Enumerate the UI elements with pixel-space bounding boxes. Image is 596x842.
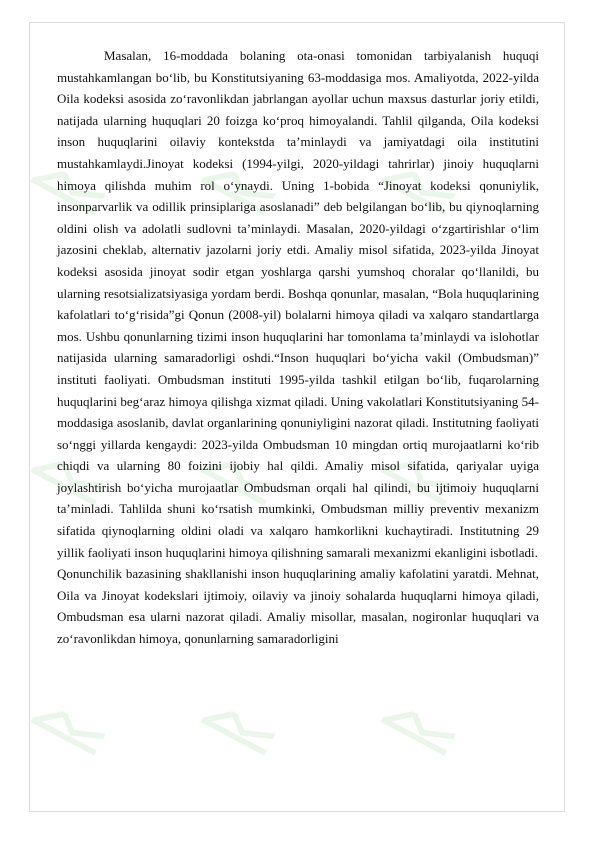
body-paragraph: Qonunchilik bazasining shakllanishi inson huquqlarining amaliy kafolatini yaratdi. Mehnat, Oila va Jinoyat kodekslari ijtimoiy, oilaviy va jinoiy sohalarda huquqlarni himoya qiladi, Ombudsman esa ularni nazorat qiladi. Amaliy misollar, masalan, nogironlar huquqlari va zo‘ravonlikdan himoya, qonunlarning samaradorligini (57, 566, 539, 647)
body-paragraph: Masalan, 16-moddada bolaning ota-onasi tomonidan tarbiyalanish huquqi mustahkamlangan bo‘lib, bu Konstitutsiyaning 63-moddasiga mos. Amaliyotda, 2022-yilda Oila kodeksi asosida zo‘ravonlikdan jabrlangan ayollar uchun maxsus dasturlar joriy etildi, natijada ularning huquqlari 20 foizga ko‘proq himoyalandi. Tahlil qilganda, Oila kodeksi inson huquqlarini oilaviy kontekstda ta’minlaydi va jamiyatdagi oila institutini mustahkamlaydi.Jinoyat kodeksi (1994-yilgi, 2020-yildagi tahrirlar) jinoiy huquqlarni himoya qilishda muhim rol o‘ynaydi. Uning 1-bobida “Jinoyat kodeksi qonuniylik, insonparvarlik va odillik prinsiplariga asoslanadi” deb belgilangan bo‘lib, bu qiynoqlarning oldini olish va adolatli sudlovni ta’minlaydi. Masalan, 2020-yildagi o‘zgartirishlar o‘lim jazosini cheklab, alternativ jazolarni joriy etdi. Amaliy misol sifatida, 2023-yilda Jinoyat kodeksi asosida jinoyat sodir etgan yoshlarga qarshi yumshoq choralar qo‘llanildi, bu ularning resotsializatsiyasiga yordam berdi. Boshqa qonunlar, masalan, “Bola huquqlarining kafolatlari to‘g‘risida”gi Qonun (2008-yil) bolalarni himoya qiladi va xalqaro standartlarga mos. Ushbu qonunlarning tizimi inson huquqlarini har tomonlama ta’minlaydi va islohotlar natijasida ularning samaradorligi oshdi.“Inson huquqlari bo‘yicha vakil (Ombudsman)” instituti faoliyati. Ombudsman instituti 1995-yilda tashkil etilgan bo‘lib, fuqarolarning huquqlarini beg‘araz himoya qilishga xizmat qiladi. Uning vakolatlari Konstitutsiyaning 54-moddasiga asoslanib, davlat organlarining qonuniyligini nazorat qiladi. Institutning faoliyati so‘nggi yillarda kengaydi: 2023-yilda Ombudsman 10 mingdan ortiq murojaatlarni ko‘rib chiqdi va ularning 80 foizini ijobiy hal qildi. Amaliy misol sifatida, qariyalar uyiga joylashtirish bo‘yicha murojaatlar Ombudsman orqali hal qilindi, bu ijtimoiy huquqlarni ta’minladi. Tahlilda shuni ko‘rsatish mumkinki, Ombudsman milliy preventiv mexanizm sifatida qiynoqlarning oldini oladi va xalqaro hamkorlikni kuchaytiradi. Institutning 29 yillik faoliyati inson huquqlarini himoya qilishning samarali mexanizmi ekanligini isbotladi. (57, 48, 539, 560)
watermark-mark: ᚱ (186, 686, 290, 771)
watermark-mark: ᚱ (366, 436, 470, 521)
watermark-mark: ᚱ (366, 686, 470, 771)
watermark-mark: ᚱ (16, 686, 120, 771)
watermark-mark: ᚱ (16, 146, 120, 231)
document-body (57, 45, 539, 650)
watermark-mark: ᚱ (186, 436, 290, 521)
watermark-mark: ᚱ (186, 146, 290, 231)
watermark-mark: ᚱ (366, 146, 470, 231)
watermark-mark: ᚱ (16, 436, 120, 521)
